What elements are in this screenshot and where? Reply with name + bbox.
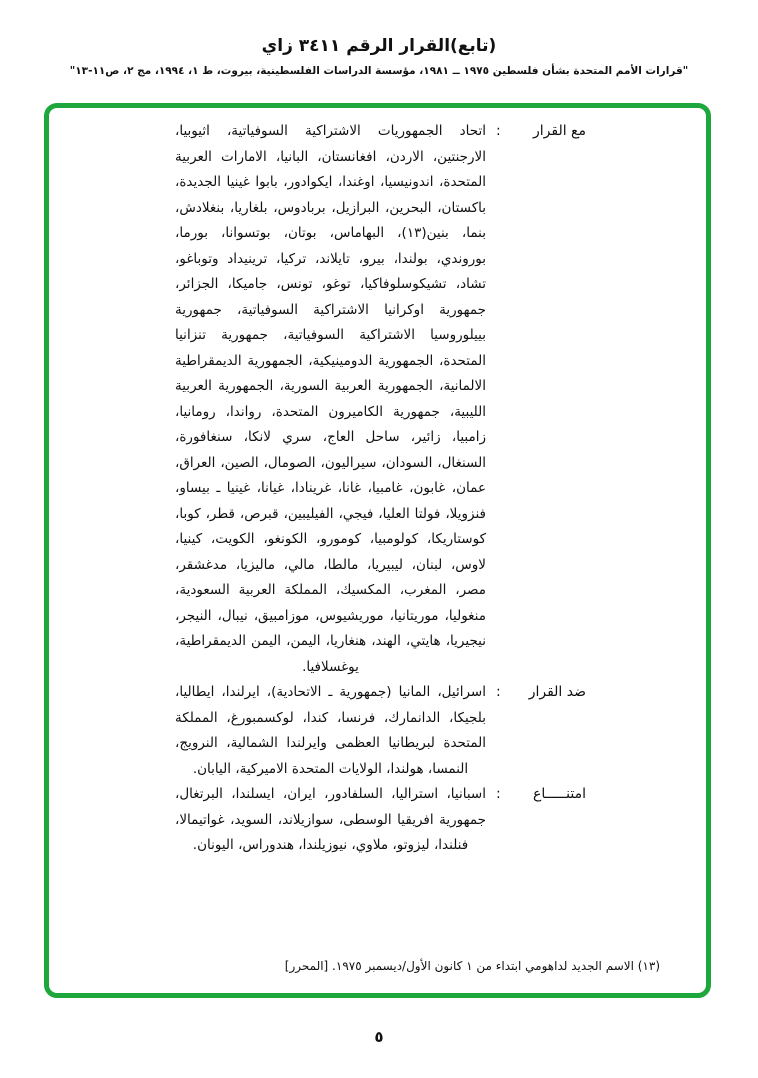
vote-abstain-country-list: اسبانيا، استراليا، السلفادور، ايران، ايسلندا، البرتغال، جمهورية افريقيا الوسطى، سوازيلاند، السويد، غواتيمالا، فنلندا، ليزوتو، ملاوي، نيوزيلندا، هندوراس، اليونان. xyxy=(175,786,486,853)
vote-with-country-list: اتحاد الجمهوريات الاشتراكية السوفياتية، اثيوبيا، الارجنتين، الاردن، افغانستان، البانيا، الامارات العربية المتحدة، اندونيسيا، اوغندا، ايكوادور، بابوا غينيا الجديدة، باكستان، البحرين، البرازيل، بربادوس، بلغاريا، بنغلادش، بنما، بنين(١٣)، البهاماس، بوتان، بوتسوانا، بورما، بوروندي، بولندا، بيرو، تايلاند، تركيا، ترينيداد وتوباغو، تشاد، تشيكوسلوفاكيا، توغو، تونس، جاميكا، الجزائر، جمهورية اوكرانيا الاشتراكية السوفياتية، جمهورية بييلوروسيا الاشتراكية السوفياتية، جمهورية تنزانيا المتحدة، الجمهورية الدومينيكية، الجمهورية الديمقراطية الالمانية، الجمهورية العربية السورية، الجمهورية العربية الليبية، جمهورية الكاميرون المتحدة، رواندا، رومانيا، زامبيا، زائير، ساحل العاج، سري لانكا، سنغافورة، السنغال، السودان، سيراليون، الصومال، الصين، العراق، عمان، غابون، غامبيا، غانا، غرينادا، غيانا، غينيا ـ بيساو، فنزويلا، فولتا العليا، فيجي، الفيليبين، قبرص، قطر، كوبا، كوستاريكا، كولومبيا، كومورو، الكونغو، الكويت، كينيا، لاوس، لبنان، ليبيريا، مالطا، مالي، ماليزيا، مدغشقر، مصر، المغرب، المكسيك، المملكة العربية السعودية، منغوليا، موريتانيا، موريشيوس، موزامبيق، نيبال، النيجر، نيجيريا، هايتي، الهند، هنغاريا، اليمن، اليمن الديمقراطية، يوغسلافيا. xyxy=(175,123,486,675)
footnote: (١٣) الاسم الجديد لداهومي ابتداء من ١ كانون الأول/ديسمبر ١٩٧٥. [المحرر] xyxy=(284,959,660,973)
vote-section-against xyxy=(175,680,586,782)
page-header xyxy=(0,0,758,77)
page-title: (تابع)القرار الرقم ٣٤١١ زاي xyxy=(261,36,497,56)
source-citation: "قرارات الأمم المتحدة بشأن فلسطين ١٩٧٥ ــ ١٩٨١، مؤسسة الدراسات الفلسطينية، بيروت، ط ١، ١٩٩٤، مج ٢، ص١١-١٣" xyxy=(69,65,689,77)
vote-section-with xyxy=(175,119,586,680)
vote-label-cell xyxy=(496,119,586,145)
vote-against-label: ضد القرار xyxy=(528,684,586,700)
page-number: ٥ xyxy=(374,1028,384,1046)
vote-label-cell xyxy=(496,680,586,706)
vote-abstain-label: امتنـــــاع xyxy=(533,786,586,802)
vote-label-cell xyxy=(496,782,586,808)
vote-against-colon: : xyxy=(496,684,501,700)
vote-section-abstain xyxy=(175,782,586,859)
vote-abstain-colon: : xyxy=(496,786,501,802)
voting-box xyxy=(44,103,711,998)
vote-with-colon: : xyxy=(496,123,501,139)
vote-with-label: مع القرار xyxy=(532,123,586,139)
voting-box-content xyxy=(49,108,706,957)
vote-against-country-list: اسرائيل، المانيا (جمهورية ـ الاتحادية)، ايرلندا، ايطاليا، بلجيكا، الدانمارك، فرنسا، كندا، لوكسمبورغ، المملكة المتحدة لبريطانيا العظمى وايرلندا الشمالية، النرويج، النمسا، هولندا، الولايات المتحدة الاميركية، اليابان. xyxy=(175,684,486,777)
